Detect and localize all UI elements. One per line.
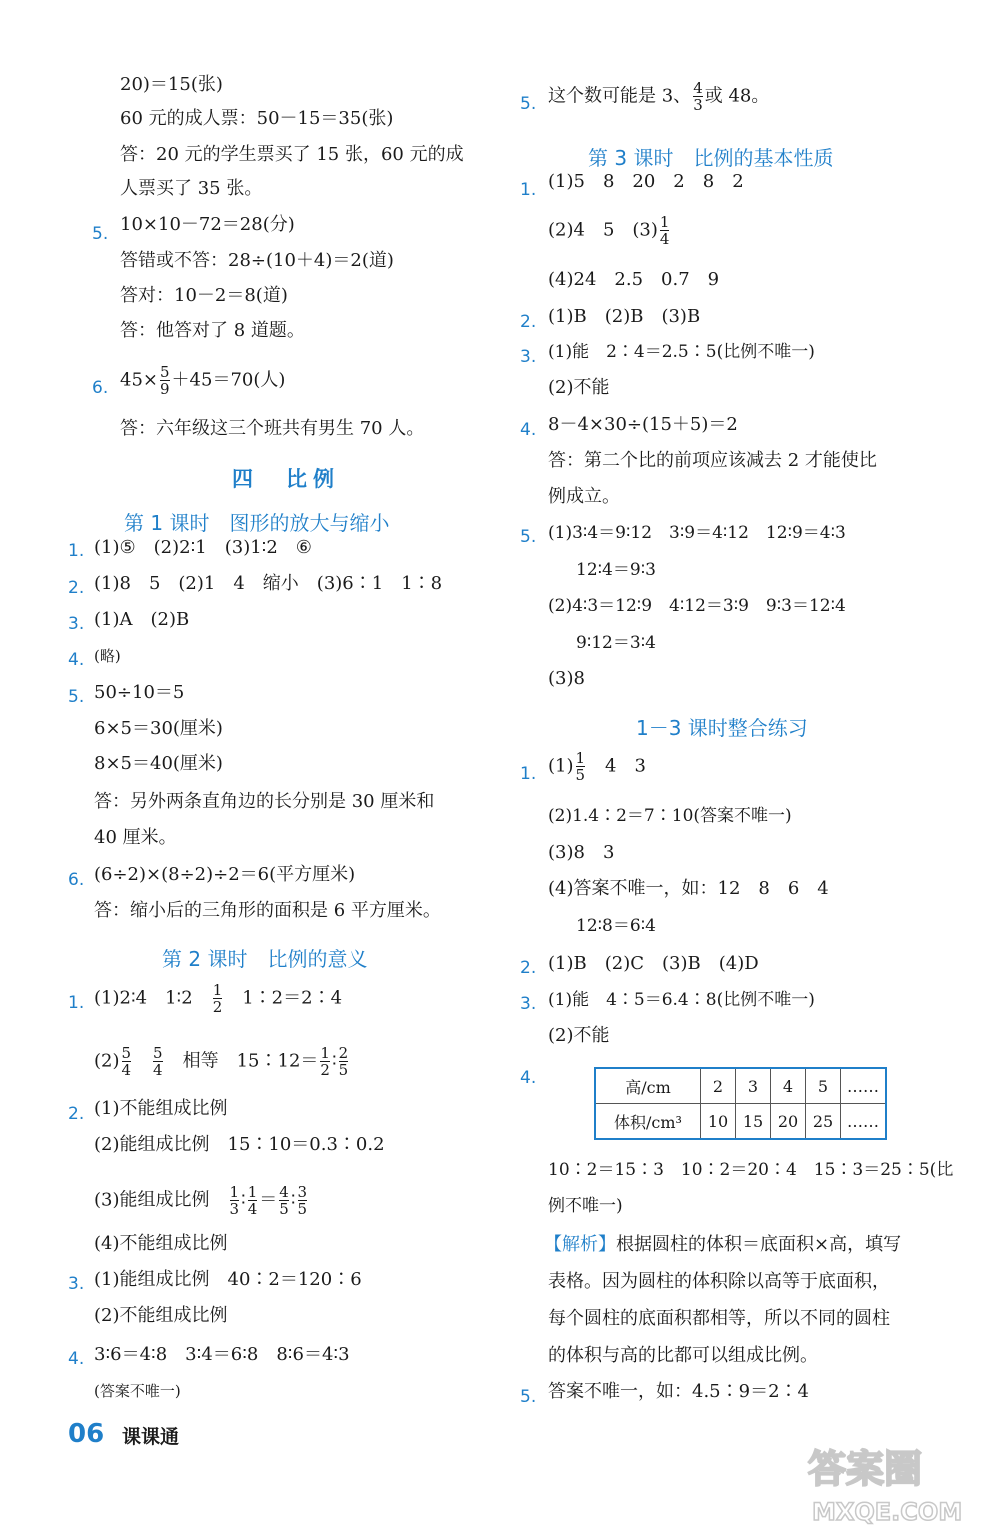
question-number: 3. (520, 994, 537, 1014)
text-line: (1)能 2∶4＝2.5∶5(比例不唯一) (548, 342, 815, 362)
lesson-title: 第 3 课时 比例的基本性质 (588, 146, 834, 170)
text-line: 答：20 元的学生票买了 15 张，60 元的成 (120, 144, 464, 165)
text-line: (2) $\frac{5}{4}$ $\frac{5}{4}$ 相等 15∶12＝ $\frac{1}{2}$ ∶ $\frac{2}{5}$ (94, 1044, 349, 1079)
text-line: (2)4 5 (3) $\frac{1}{4}$ (548, 213, 670, 248)
table-row (595, 1104, 886, 1140)
text-line: (2)不能 (548, 377, 610, 398)
watermark-url: MXQE.COM (812, 1498, 963, 1526)
text-line: (2)能组成比例 15∶10＝0.3∶0.2 (94, 1134, 385, 1155)
table-cell: 4 (771, 1068, 806, 1104)
question-number: 3. (68, 1274, 85, 1294)
fraction: $\frac{4}{5}$ (279, 1183, 289, 1218)
question-number: 5. (92, 224, 109, 244)
text-line: 8－4×30÷(15＋5)＝2 (548, 414, 738, 435)
fraction: $\frac{5}{9}$ (160, 363, 170, 398)
text-line: 12∶4＝9∶3 (576, 560, 656, 580)
text-line: (2)4∶3＝12∶9 4∶12＝3∶9 9∶3＝12∶4 (548, 596, 846, 616)
question-number: 2. (68, 1104, 85, 1124)
text-line: 的体积与高的比都可以组成比例。 (548, 1345, 818, 1366)
text-line: 答：他答对了 8 道题。 (120, 320, 305, 341)
text-line: (答案不唯一) (94, 1382, 181, 1400)
text-line: 10∶2＝15∶3 10∶2＝20∶4 15∶3＝25∶5(比 (548, 1160, 954, 1180)
text-line: 答案不唯一，如：4.5∶9＝2∶4 (548, 1381, 809, 1402)
text-line: (1)2∶4 1∶2 $\frac{1}{2}$ 1∶2＝2∶4 (94, 981, 343, 1016)
text-line: 12∶8＝6∶4 (576, 916, 656, 936)
text-line: 例成立。 (548, 486, 620, 507)
table-cell: 15 (736, 1104, 771, 1140)
text-line: (1)A (2)B (94, 609, 190, 630)
question-number: 1. (68, 993, 85, 1013)
text-line: 60 元的成人票：50－15＝35(张) (120, 108, 394, 129)
watermark-text: 答案圈 (808, 1447, 923, 1491)
table-cell: …… (841, 1104, 887, 1140)
text-line: 答对：10－2＝8(道) (120, 285, 288, 306)
text-line: (6÷2)×(8÷2)÷2＝6(平方厘米) (94, 864, 356, 885)
text-line: 每个圆柱的底面积都相等，所以不同的圆柱 (548, 1308, 890, 1329)
text-line: (2)不能 (548, 1025, 610, 1046)
text-line: (3)8 3 (548, 842, 615, 863)
fraction: $\frac{1}{5}$ (575, 749, 586, 784)
fraction: $\frac{2}{5}$ (338, 1044, 349, 1079)
question-number: 6. (92, 378, 109, 398)
question-number: 1. (68, 541, 85, 561)
question-number: 6. (68, 870, 85, 890)
fraction: $\frac{1}{2}$ (320, 1044, 330, 1079)
fraction: $\frac{1}{4}$ (659, 213, 670, 248)
text-line: 45× $\frac{5}{9}$ ＋45＝70(人) (120, 363, 286, 398)
text-line: 表格。因为圆柱的体积除以高等于底面积， (548, 1271, 890, 1292)
watermark-logo (800, 1440, 975, 1530)
table-cell: 2 (701, 1068, 736, 1104)
question-number: 5. (68, 687, 85, 707)
text-line: (2)1.4∶2＝7∶10(答案不唯一) (548, 806, 792, 826)
text-line: (3)8 (548, 668, 585, 689)
question-number: 4. (520, 420, 537, 440)
text-line: 50÷10＝5 (94, 682, 185, 703)
text-line: 【解析】根据圆柱的体积＝底面积×高，填写 (544, 1234, 902, 1255)
text-line: 答：缩小后的三角形的面积是 6 平方厘米。 (94, 900, 441, 921)
fraction: $\frac{1}{2}$ (212, 981, 223, 1016)
table-cell: 3 (736, 1068, 771, 1104)
text-line: (1)能组成比例 40∶2＝120∶6 (94, 1269, 362, 1290)
question-number: 3. (68, 614, 85, 634)
text-line: (3)能组成比例 $\frac{1}{3}$ ∶ $\frac{1}{4}$ ＝ $\frac{4}{5}$ ∶ $\frac{3}{5}$ (94, 1183, 308, 1218)
question-number: 4. (520, 1068, 537, 1088)
text-line: (1)B (2)C (3)B (4)D (548, 953, 759, 974)
fraction: $\frac{1}{4}$ (247, 1183, 258, 1218)
text-line: 例不唯一) (548, 1196, 623, 1216)
height-volume-table (594, 1067, 887, 1140)
text-line: (1)不能组成比例 (94, 1098, 228, 1119)
text-line: (1)能 4∶5＝6.4∶8(比例不唯一) (548, 990, 815, 1010)
text-line: 答错或不答：28÷(10＋4)＝2(道) (120, 250, 394, 271)
text-line: (1)5 8 20 2 8 2 (548, 171, 744, 192)
page-number: 06 (68, 1419, 105, 1449)
text-line: (4)24 2.5 0.7 9 (548, 269, 720, 290)
table-cell: 20 (771, 1104, 806, 1140)
fraction: $\frac{3}{5}$ (297, 1183, 308, 1218)
question-number: 3. (520, 347, 537, 367)
text-line: 8×5＝40(厘米) (94, 753, 223, 774)
text-line: (1)3∶4＝9∶12 3∶9＝4∶12 12∶9＝4∶3 (548, 523, 846, 543)
text-line: (1) $\frac{1}{5}$ 4 3 (548, 749, 646, 784)
book-name: 课课通 (122, 1426, 180, 1448)
question-number: 2. (520, 312, 537, 332)
text-line: 答：第二个比的前项应该减去 2 才能使比 (548, 450, 877, 471)
text-line: 答：另外两条直角边的长分别是 30 厘米和 (94, 791, 435, 812)
question-number: 1. (520, 180, 537, 200)
text-line: (4)答案不唯一，如：12 8 6 4 (548, 878, 829, 899)
text-line: (1)B (2)B (3)B (548, 306, 701, 327)
text-line: 这个数可能是 3、 $\frac{4}{3}$ 或 48。 (548, 79, 770, 114)
unit-title: 四 比例 (232, 467, 340, 491)
text-line: (1)⑤ (2)2∶1 (3)1∶2 ⑥ (94, 537, 312, 558)
analysis-tag: 【解析】 (544, 1234, 616, 1255)
question-number: 4. (68, 1349, 85, 1369)
text-line: 6×5＝30(厘米) (94, 718, 223, 739)
question-number: 2. (520, 958, 537, 978)
lesson-title: 第 1 课时 图形的放大与缩小 (124, 511, 390, 535)
table-cell: 高/cm (595, 1068, 701, 1104)
lesson-title: 第 2 课时 比例的意义 (162, 947, 368, 971)
lesson-title: 1－3 课时整合练习 (636, 716, 808, 740)
table-cell: 体积/cm³ (595, 1104, 701, 1140)
table-cell: 5 (806, 1068, 841, 1104)
table-cell: 10 (701, 1104, 736, 1140)
fraction: $\frac{5}{4}$ (153, 1044, 163, 1079)
text-line: 20)＝15(张) (120, 74, 223, 95)
text-line: (2)不能组成比例 (94, 1305, 228, 1326)
text-line: 答：六年级这三个班共有男生 70 人。 (120, 418, 425, 439)
text-line: 3∶6＝4∶8 3∶4＝6∶8 8∶6＝4∶3 (94, 1344, 350, 1365)
text-line: 40 厘米。 (94, 827, 177, 848)
text-line: (4)不能组成比例 (94, 1233, 228, 1254)
table-cell: …… (841, 1068, 887, 1104)
fraction: $\frac{1}{3}$ (229, 1183, 240, 1218)
fraction: $\frac{4}{3}$ (693, 79, 703, 114)
question-number: 5. (520, 527, 537, 547)
question-number: 1. (520, 764, 537, 784)
text-line: (略) (94, 647, 121, 665)
question-number: 5. (520, 94, 537, 114)
text-line: 9∶12＝3∶4 (576, 633, 656, 653)
table-cell: 25 (806, 1104, 841, 1140)
question-number: 4. (68, 650, 85, 670)
watermark-graphic (800, 1440, 975, 1530)
question-number: 2. (68, 578, 85, 598)
fraction: $\frac{5}{4}$ (121, 1044, 132, 1079)
table-row (595, 1068, 886, 1104)
question-number: 5. (520, 1387, 537, 1407)
text-line: (1)8 5 (2)1 4 缩小 (3)6∶1 1∶8 (94, 573, 443, 594)
text-line: 人票买了 35 张。 (120, 178, 263, 199)
text-line: 10×10－72＝28(分) (120, 214, 295, 235)
